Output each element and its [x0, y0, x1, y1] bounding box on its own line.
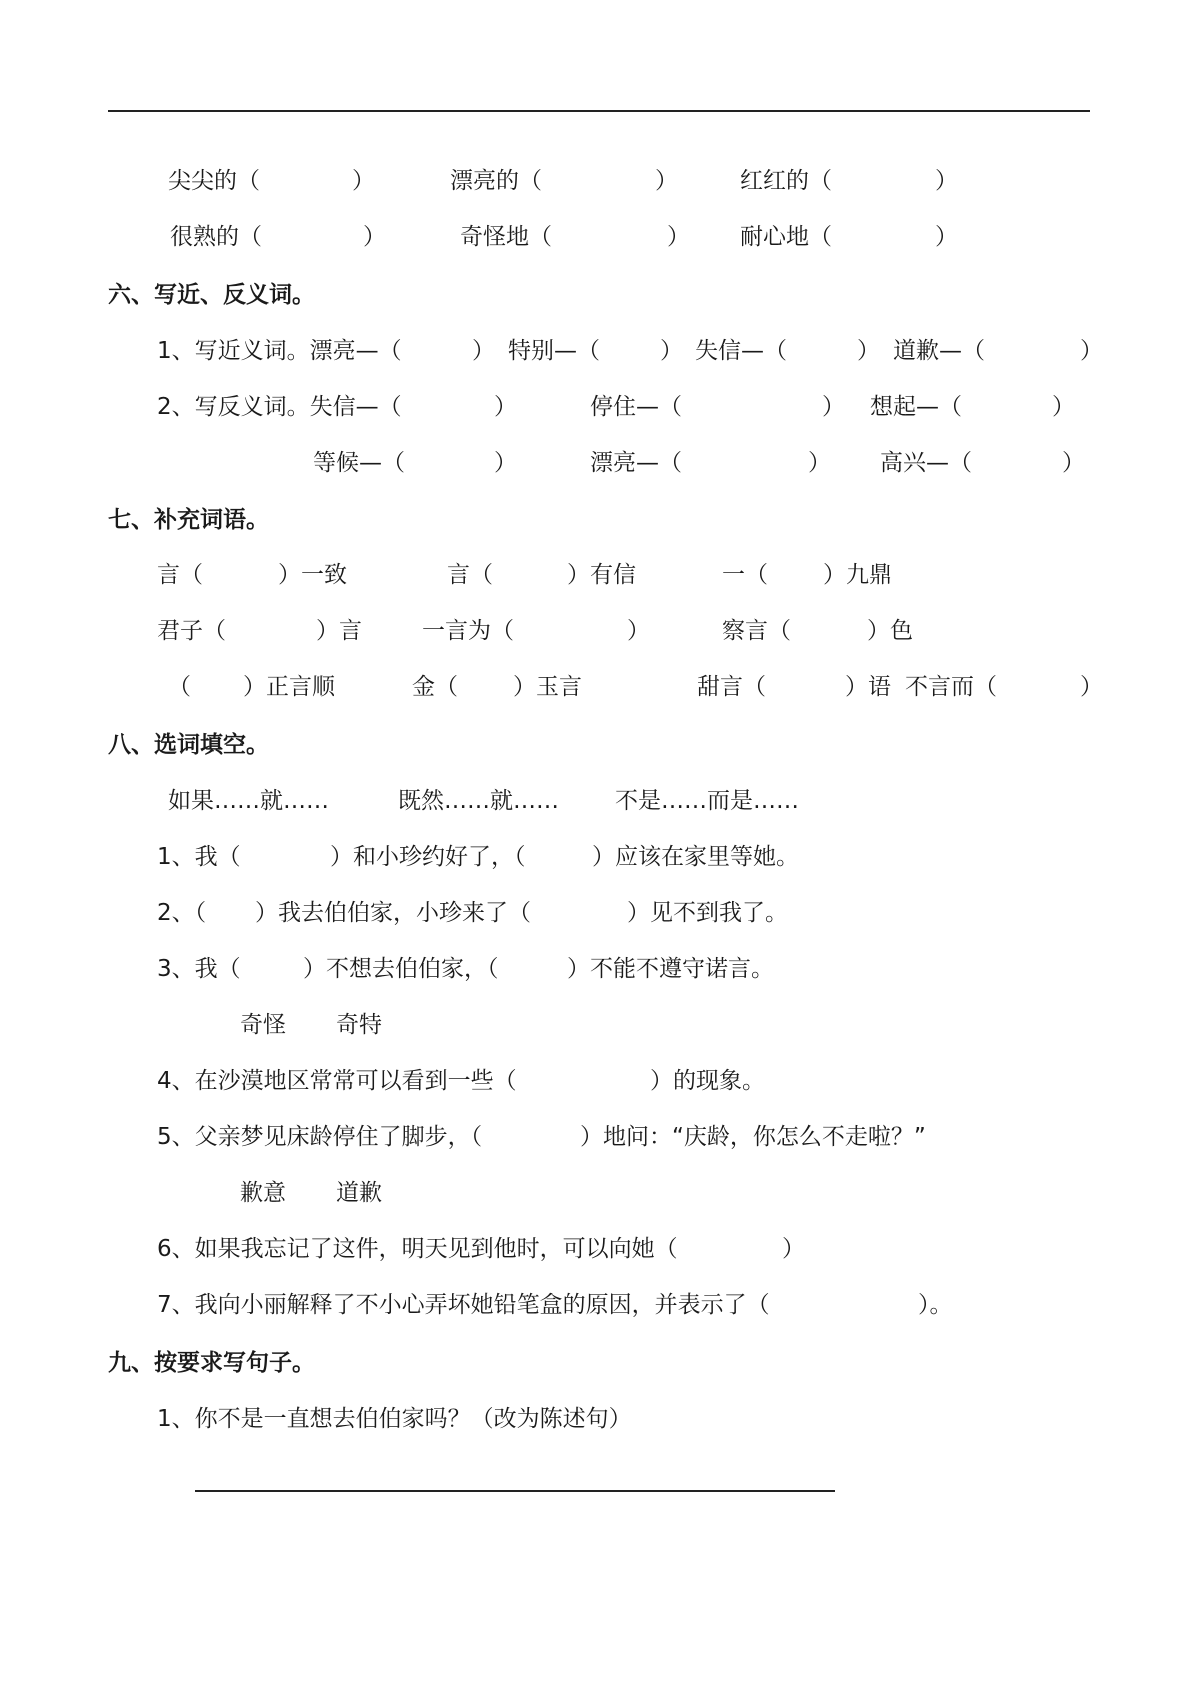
question-part: ）地问：“庆龄，你怎么不走啦？”: [580, 1124, 926, 1150]
question-part: 6、如果我忘记了这件，明天见到他时，可以向她（: [157, 1236, 678, 1262]
fill-paren: ）: [1062, 450, 1085, 476]
fill-paren: ）: [494, 450, 517, 476]
question-part: 4、在沙漠地区常常可以看到一些（: [157, 1068, 517, 1094]
fill-item: 察言（: [722, 618, 791, 644]
fill-paren: ）: [1052, 394, 1075, 420]
section-title: 六、写近、反义词。: [108, 282, 315, 308]
question-part: ）见不到我了。: [627, 900, 788, 926]
word-choice: 奇怪: [240, 1012, 286, 1038]
fill-paren: ）: [472, 338, 495, 364]
question-part: ）不能不遵守诺言。: [567, 956, 774, 982]
question-label: 2、写反义词。失信—（: [157, 394, 402, 420]
fill-paren: ）: [660, 338, 683, 364]
fill-item: ）色: [867, 618, 913, 644]
answer-line: [195, 1490, 835, 1492]
fill-paren: ）: [935, 168, 958, 194]
question-part: ）的现象。: [650, 1068, 765, 1094]
fill-item: ）正言顺: [243, 674, 335, 700]
fill-item: 一言为（: [422, 618, 514, 644]
fill-item: 言（: [447, 562, 493, 588]
fill-item: 停住—（: [590, 394, 682, 420]
question-part: 3、我（: [157, 956, 241, 982]
fill-item: ）一致: [278, 562, 347, 588]
section-title: 八、选词填空。: [108, 732, 269, 758]
word-choice: 如果……就……: [168, 788, 329, 814]
fill-paren: ）: [1080, 674, 1103, 700]
fill-paren: ）: [935, 224, 958, 250]
fill-item: 特别—（: [508, 338, 600, 364]
fill-paren: ）: [822, 394, 845, 420]
fill-item: 很熟的（: [170, 224, 262, 250]
question-label: 1、写近义词。漂亮—（: [157, 338, 402, 364]
question-part: 7、我向小丽解释了不小心弄坏她铅笔盒的原因，并表示了（: [157, 1292, 770, 1318]
fill-item: 一（: [722, 562, 768, 588]
fill-item: ）玉言: [513, 674, 582, 700]
question-part: ）。: [918, 1292, 953, 1318]
fill-item: ）九鼎: [823, 562, 892, 588]
fill-paren: ）: [352, 168, 375, 194]
fill-item: 漂亮—（: [590, 450, 682, 476]
fill-paren: ）: [857, 338, 880, 364]
fill-paren: ）: [1080, 338, 1103, 364]
fill-paren: ）: [655, 168, 678, 194]
word-choice: 歉意: [240, 1180, 286, 1206]
fill-item: 甜言（: [697, 674, 766, 700]
fill-item: 红红的（: [740, 168, 832, 194]
fill-item: ）语: [845, 674, 891, 700]
fill-item: 言（: [157, 562, 203, 588]
fill-paren: ）: [494, 394, 517, 420]
fill-item: ）言: [316, 618, 362, 644]
fill-item: ）有信: [567, 562, 636, 588]
fill-paren: ）: [627, 618, 650, 644]
question-part: ）我去伯伯家，小珍来了（: [255, 900, 531, 926]
section-title: 七、补充词语。: [108, 507, 269, 533]
fill-item: 耐心地（: [740, 224, 832, 250]
fill-item: 奇怪地（: [460, 224, 552, 250]
header-rule: [108, 110, 1090, 112]
word-choice: 道歉: [336, 1180, 382, 1206]
section-title: 九、按要求写句子。: [108, 1350, 315, 1376]
question-part: 2、（: [157, 900, 207, 926]
fill-item: 失信—（: [695, 338, 787, 364]
word-choice: 不是……而是……: [615, 788, 799, 814]
fill-item: 等候—（: [313, 450, 405, 476]
word-choice: 奇特: [336, 1012, 382, 1038]
fill-item: 漂亮的（: [450, 168, 542, 194]
fill-item: 高兴—（: [880, 450, 972, 476]
fill-item: 想起—（: [870, 394, 962, 420]
question-part: 1、你不是一直想去伯伯家吗？（改为陈述句）: [157, 1406, 632, 1432]
fill-paren: ）: [667, 224, 690, 250]
question-part: ）不想去伯伯家，（: [303, 956, 499, 982]
fill-item: 道歉—（: [893, 338, 985, 364]
fill-item: 金（: [412, 674, 458, 700]
question-part: 1、我（: [157, 844, 241, 870]
word-choice: 既然……就……: [398, 788, 559, 814]
fill-paren: ）: [363, 224, 386, 250]
fill-item: 君子（: [157, 618, 226, 644]
question-part: 5、父亲梦见床龄停住了脚步，（: [157, 1124, 483, 1150]
fill-item: 不言而（: [905, 674, 997, 700]
question-part: ）: [782, 1236, 805, 1262]
fill-paren: ）: [808, 450, 831, 476]
question-part: ）和小珍约好了，（: [330, 844, 526, 870]
question-part: ）应该在家里等她。: [592, 844, 799, 870]
fill-item: 尖尖的（: [168, 168, 260, 194]
fill-item: （: [168, 674, 191, 700]
